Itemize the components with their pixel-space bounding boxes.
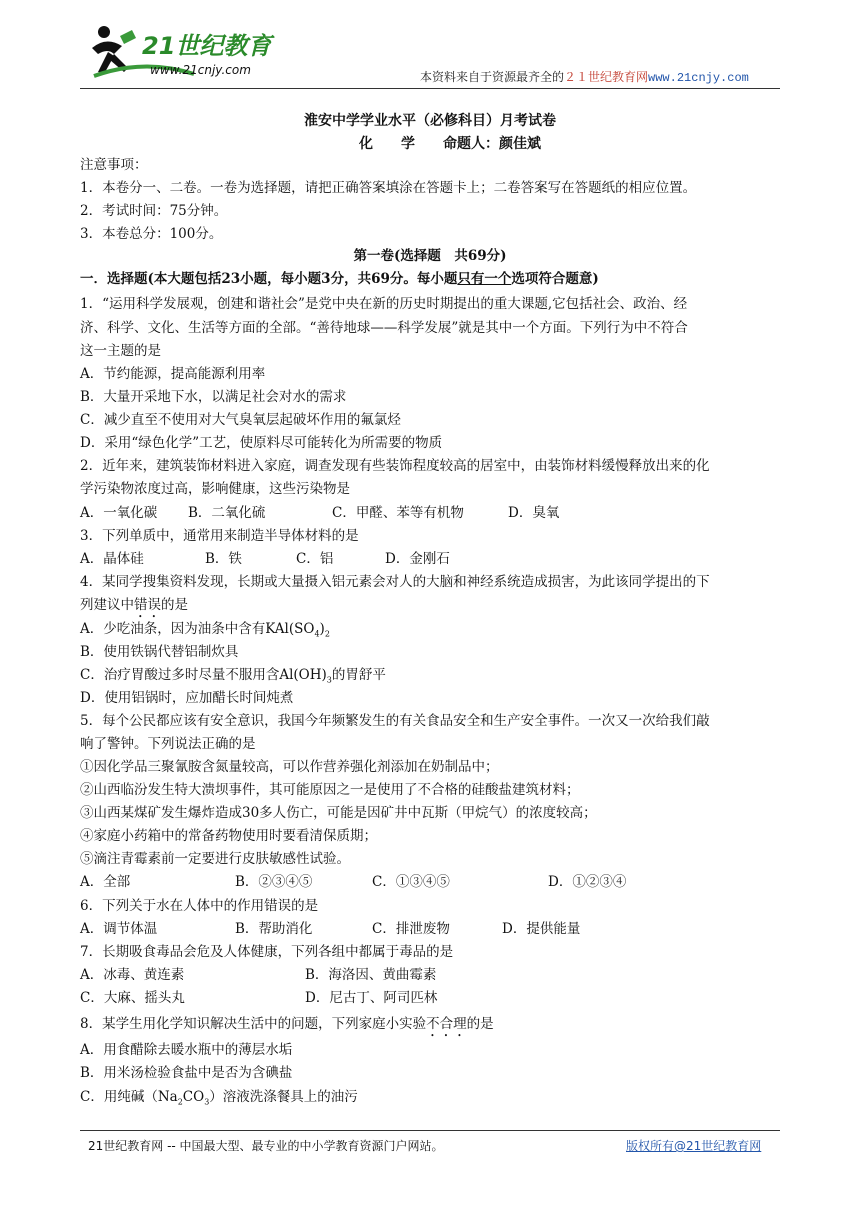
- header-note-highlight[interactable]: ２１世纪教育网: [564, 70, 649, 84]
- notice-item: 1．本卷分一、二卷。一卷为选择题，请把正确答案填涂在答题卡上；二卷答案写在答题纸的相应位置。: [80, 180, 697, 196]
- question-5-option: C．①③④⑤: [372, 874, 450, 890]
- question-4-line: [80, 595, 188, 621]
- question-1-option: A．节约能源，提高能源利用率: [80, 366, 266, 382]
- instruction-underlined: 只有一个: [457, 271, 512, 287]
- question-6-line: 6．下列关于水在人体中的作用错误的是: [80, 898, 319, 914]
- subscript: 2: [177, 1097, 183, 1107]
- question-5-item: ①因化学品三聚氰胺含氮量较高，可以作营养强化剂添加在奶制品中；: [80, 759, 499, 775]
- question-5-line: 响了警钟。下列说法正确的是: [80, 736, 256, 752]
- section-title-text: 第一卷(选择题 共69分): [353, 248, 507, 264]
- question-6-option: C．排泄废物: [372, 921, 450, 937]
- instruction-post: 选项符合题意): [511, 271, 599, 287]
- notice-item: 3．本卷总分：100分。: [80, 226, 223, 242]
- q4-opt-c: C．治疗胃酸过多时尽量不服用含Al(OH): [80, 667, 327, 683]
- question-2-option: C．甲醛、苯等有机物: [332, 505, 464, 521]
- subscript: 4: [314, 629, 320, 639]
- question-5-item: ④家庭小药箱中的常备药物使用时要看清保质期；: [80, 828, 377, 844]
- header-divider: [80, 88, 780, 89]
- question-3-option: A．晶体硅: [80, 551, 144, 567]
- question-1-line: 济、科学、文化、生活等方面的全部。“善待地球——科学发展”就是其中一个方面。下列行为中不符合: [80, 320, 688, 336]
- footer-site-description: 21世纪教育网 -- 中国最大型、最专业的中小学教育资源门户网站。: [88, 1139, 444, 1153]
- q4-opt-a-paren: ): [319, 621, 325, 637]
- question-3-line: 3．下列单质中，通常用来制造半导体材料的是: [80, 528, 359, 544]
- question-3-option: B．铁: [205, 551, 242, 567]
- question-2-option: A．一氧化碳: [80, 505, 158, 521]
- question-6-option: D．提供能量: [502, 921, 581, 937]
- question-2-option: B．二氧化硫: [188, 505, 266, 521]
- q8-text-end: 的是: [466, 1016, 494, 1032]
- question-2-line: 学污染物浓度过高，影响健康，这些污染物是: [80, 481, 350, 497]
- exam-title: 淮安中学学业水平（必修科目）月考试卷: [304, 113, 556, 129]
- question-8-option: B．用米汤检验食盐中是否为含碘盐: [80, 1065, 293, 1081]
- question-2-line: 2．近年来，建筑装饰材料进入家庭，调查发现有些装饰程度较高的居室中，由装饰材料缓慢释放出来的化: [80, 458, 710, 474]
- q8-text: 8．某学生用化学知识解决生活中的问题，下列家庭小实验: [80, 1016, 427, 1032]
- question-7-line: 7．长期吸食毒品会危及人体健康，下列各组中都属于毒品的是: [80, 944, 454, 960]
- question-5-item: ②山西临汾发生特大溃坝事件，其可能原因之一是使用了不合格的硅酸盐建筑材料；: [80, 782, 580, 798]
- question-7-option: D．尼古丁、阿司匹林: [305, 990, 438, 1006]
- subscript: 3: [326, 675, 332, 685]
- question-8-option: A．用食醋除去暖水瓶中的薄层水垢: [80, 1042, 293, 1058]
- question-8-line: [80, 1014, 494, 1040]
- subscript: 3: [204, 1097, 210, 1107]
- question-3-option: D．金刚石: [385, 551, 450, 567]
- q8-opt-c-co: CO: [182, 1089, 205, 1105]
- question-4-option: [80, 619, 330, 645]
- question-5-option: D．①②③④: [548, 874, 627, 890]
- notice-heading: 注意事项：: [80, 157, 148, 173]
- question-5-option: A．全部: [80, 874, 131, 890]
- question-5-item: ③山西某煤矿发生爆炸造成30多人伤亡，可能是因矿井中瓦斯（甲烷气）的浓度较高；: [80, 805, 597, 821]
- q4-opt-a: A．少吃油条，因为油条中含有KAl(SO: [80, 621, 315, 637]
- q4-emphasis: 错误: [134, 597, 161, 613]
- header-source-note: [420, 68, 749, 85]
- question-4-option: [80, 665, 386, 691]
- section-title: [0, 246, 860, 266]
- question-7-option: C．大麻、摇头丸: [80, 990, 185, 1006]
- exam-subtitle: 化 学 命题人：颜佳斌: [359, 136, 541, 152]
- question-5-line: 5．每个公民都应该有安全意识，我国今年频繁发生的有关食品安全和生产安全事件。一次又一次给我们敲: [80, 713, 710, 729]
- q8-emphasis: 不合理: [426, 1016, 467, 1032]
- subscript: 2: [324, 629, 330, 639]
- instruction-pre: 一．选择题(本大题包括23小题，每小题3分，共69分。每小题: [80, 271, 458, 287]
- footer-divider: [80, 1130, 780, 1131]
- q4-text: 列建议中: [80, 597, 134, 613]
- question-4-line: 4．某同学搜集资料发现，长期或大量摄入铝元素会对人的大脑和神经系统造成损害，为此该同学提出的下: [80, 574, 710, 590]
- question-5-option: B．②③④⑤: [235, 874, 313, 890]
- question-8-option: [80, 1087, 358, 1113]
- question-3-option: C．铝: [296, 551, 334, 567]
- question-6-option: A．调节体温: [80, 921, 158, 937]
- logo-url: www.21cnjy.com: [150, 63, 251, 77]
- question-4-option: D．使用铝锅时，应加醋长时间炖煮: [80, 690, 294, 706]
- header-note-prefix: 本资料来自于资源最齐全的: [420, 70, 565, 84]
- question-1-option: C．减少直至不使用对大气臭氧层起破坏作用的氟氯烃: [80, 412, 401, 428]
- question-1-line: 1．“运用科学发展观，创建和谐社会”是党中央在新的历史时期提出的重大课题,它包括社会、政治、经: [80, 296, 688, 312]
- notice-item: 2．考试时间：75分钟。: [80, 203, 228, 219]
- question-7-option: A．冰毒、黄连素: [80, 967, 185, 983]
- question-1-option: B．大量开采地下水，以满足社会对水的需求: [80, 389, 347, 405]
- q8-opt-c: C．用纯碱（Na: [80, 1089, 178, 1105]
- logo-text: 21世纪教育: [142, 32, 272, 60]
- question-5-item: ⑤滴注青霉素前一定要进行皮肤敏感性试验。: [80, 851, 350, 867]
- question-7-option: B．海洛因、黄曲霉素: [305, 967, 437, 983]
- section-instruction: [80, 269, 599, 289]
- q8-opt-c-end: ）溶液洗涤餐具上的油污: [209, 1089, 358, 1105]
- question-4-option: B．使用铁锅代替铝制炊具: [80, 644, 239, 660]
- question-1-line: 这一主题的是: [80, 343, 161, 359]
- header-note-site-link[interactable]: www.21cnjy.com: [648, 71, 749, 85]
- question-6-option: B．帮助消化: [235, 921, 313, 937]
- footer-copyright-link[interactable]: 版权所有@21世纪教育网: [626, 1139, 762, 1153]
- site-logo[interactable]: [84, 18, 284, 82]
- question-2-option: D．臭氧: [508, 505, 560, 521]
- q4-opt-c-end: 的胃舒平: [331, 667, 386, 683]
- question-1-option: D．采用“绿色化学”工艺，使原料尽可能转化为所需要的物质: [80, 435, 443, 451]
- q4-text-end: 的是: [161, 597, 188, 613]
